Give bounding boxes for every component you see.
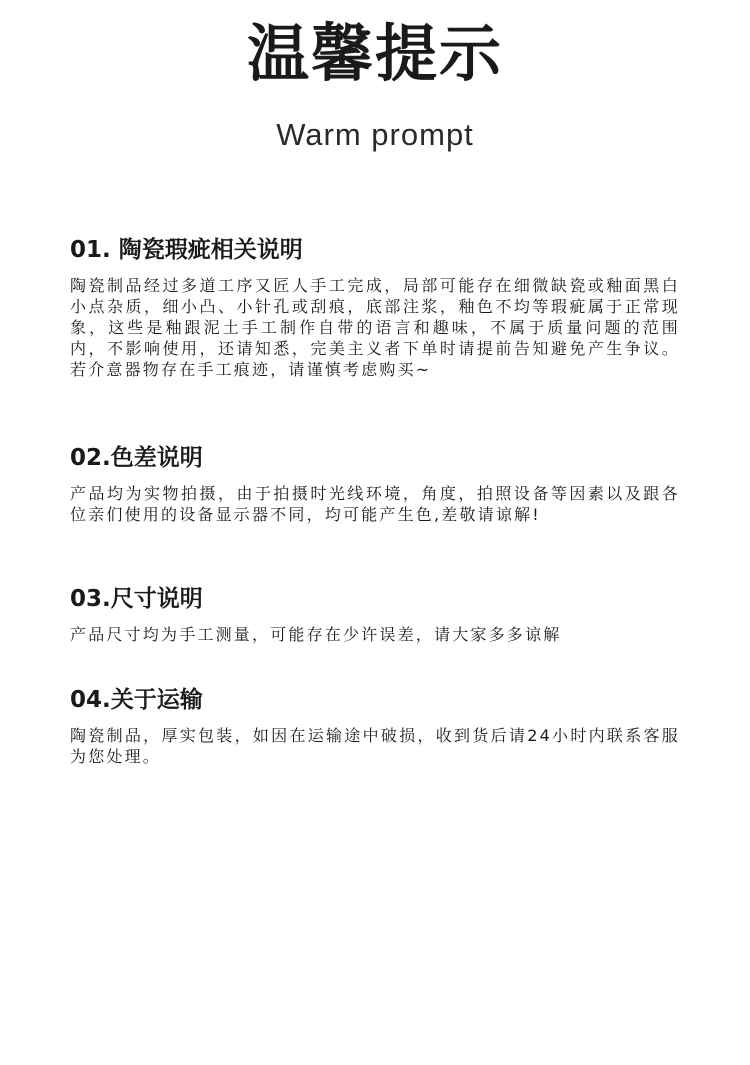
page-title: 温馨提示 bbox=[246, 17, 503, 90]
section-body: 陶瓷制品经过多道工序又匠人手工完成，局部可能存在细微缺瓷或釉面黑白小点杂质，细小凸、小针孔或刮痕，底部注浆，釉色不均等瑕疵属于正常现象，这些是釉跟泥土手工制作自带的语言和趣味，不属于质量问题的范围内，不影响使用，还请知悉，完美主义者下单时请提前告知避免产生争议。若介意器物存在手工痕迹，请谨慎考虑购买~ bbox=[70, 276, 680, 379]
section-heading: 01. 陶瓷瑕疵相关说明 bbox=[70, 237, 303, 263]
page-subtitle: Warm prompt bbox=[276, 117, 474, 152]
section-ceramic-flaws bbox=[70, 233, 680, 380]
section-body: 产品尺寸均为手工测量，可能存在少许误差，请大家多多谅解 bbox=[70, 625, 562, 644]
section-heading: 04.关于运输 bbox=[70, 687, 203, 713]
section-body: 陶瓷制品，厚实包装，如因在运输途中破损，收到货后请24小时内联系客服为您处理。 bbox=[70, 726, 680, 766]
section-color-difference bbox=[70, 441, 680, 525]
section-heading: 02.色差说明 bbox=[70, 445, 203, 471]
section-size bbox=[70, 582, 680, 645]
section-heading: 03.尺寸说明 bbox=[70, 586, 203, 612]
section-shipping bbox=[70, 683, 680, 767]
section-body: 产品均为实物拍摄，由于拍摄时光线环境，角度，拍照设备等因素以及跟各位亲们使用的设备显示器不同，均可能产生色,差敬请谅解! bbox=[70, 484, 680, 524]
